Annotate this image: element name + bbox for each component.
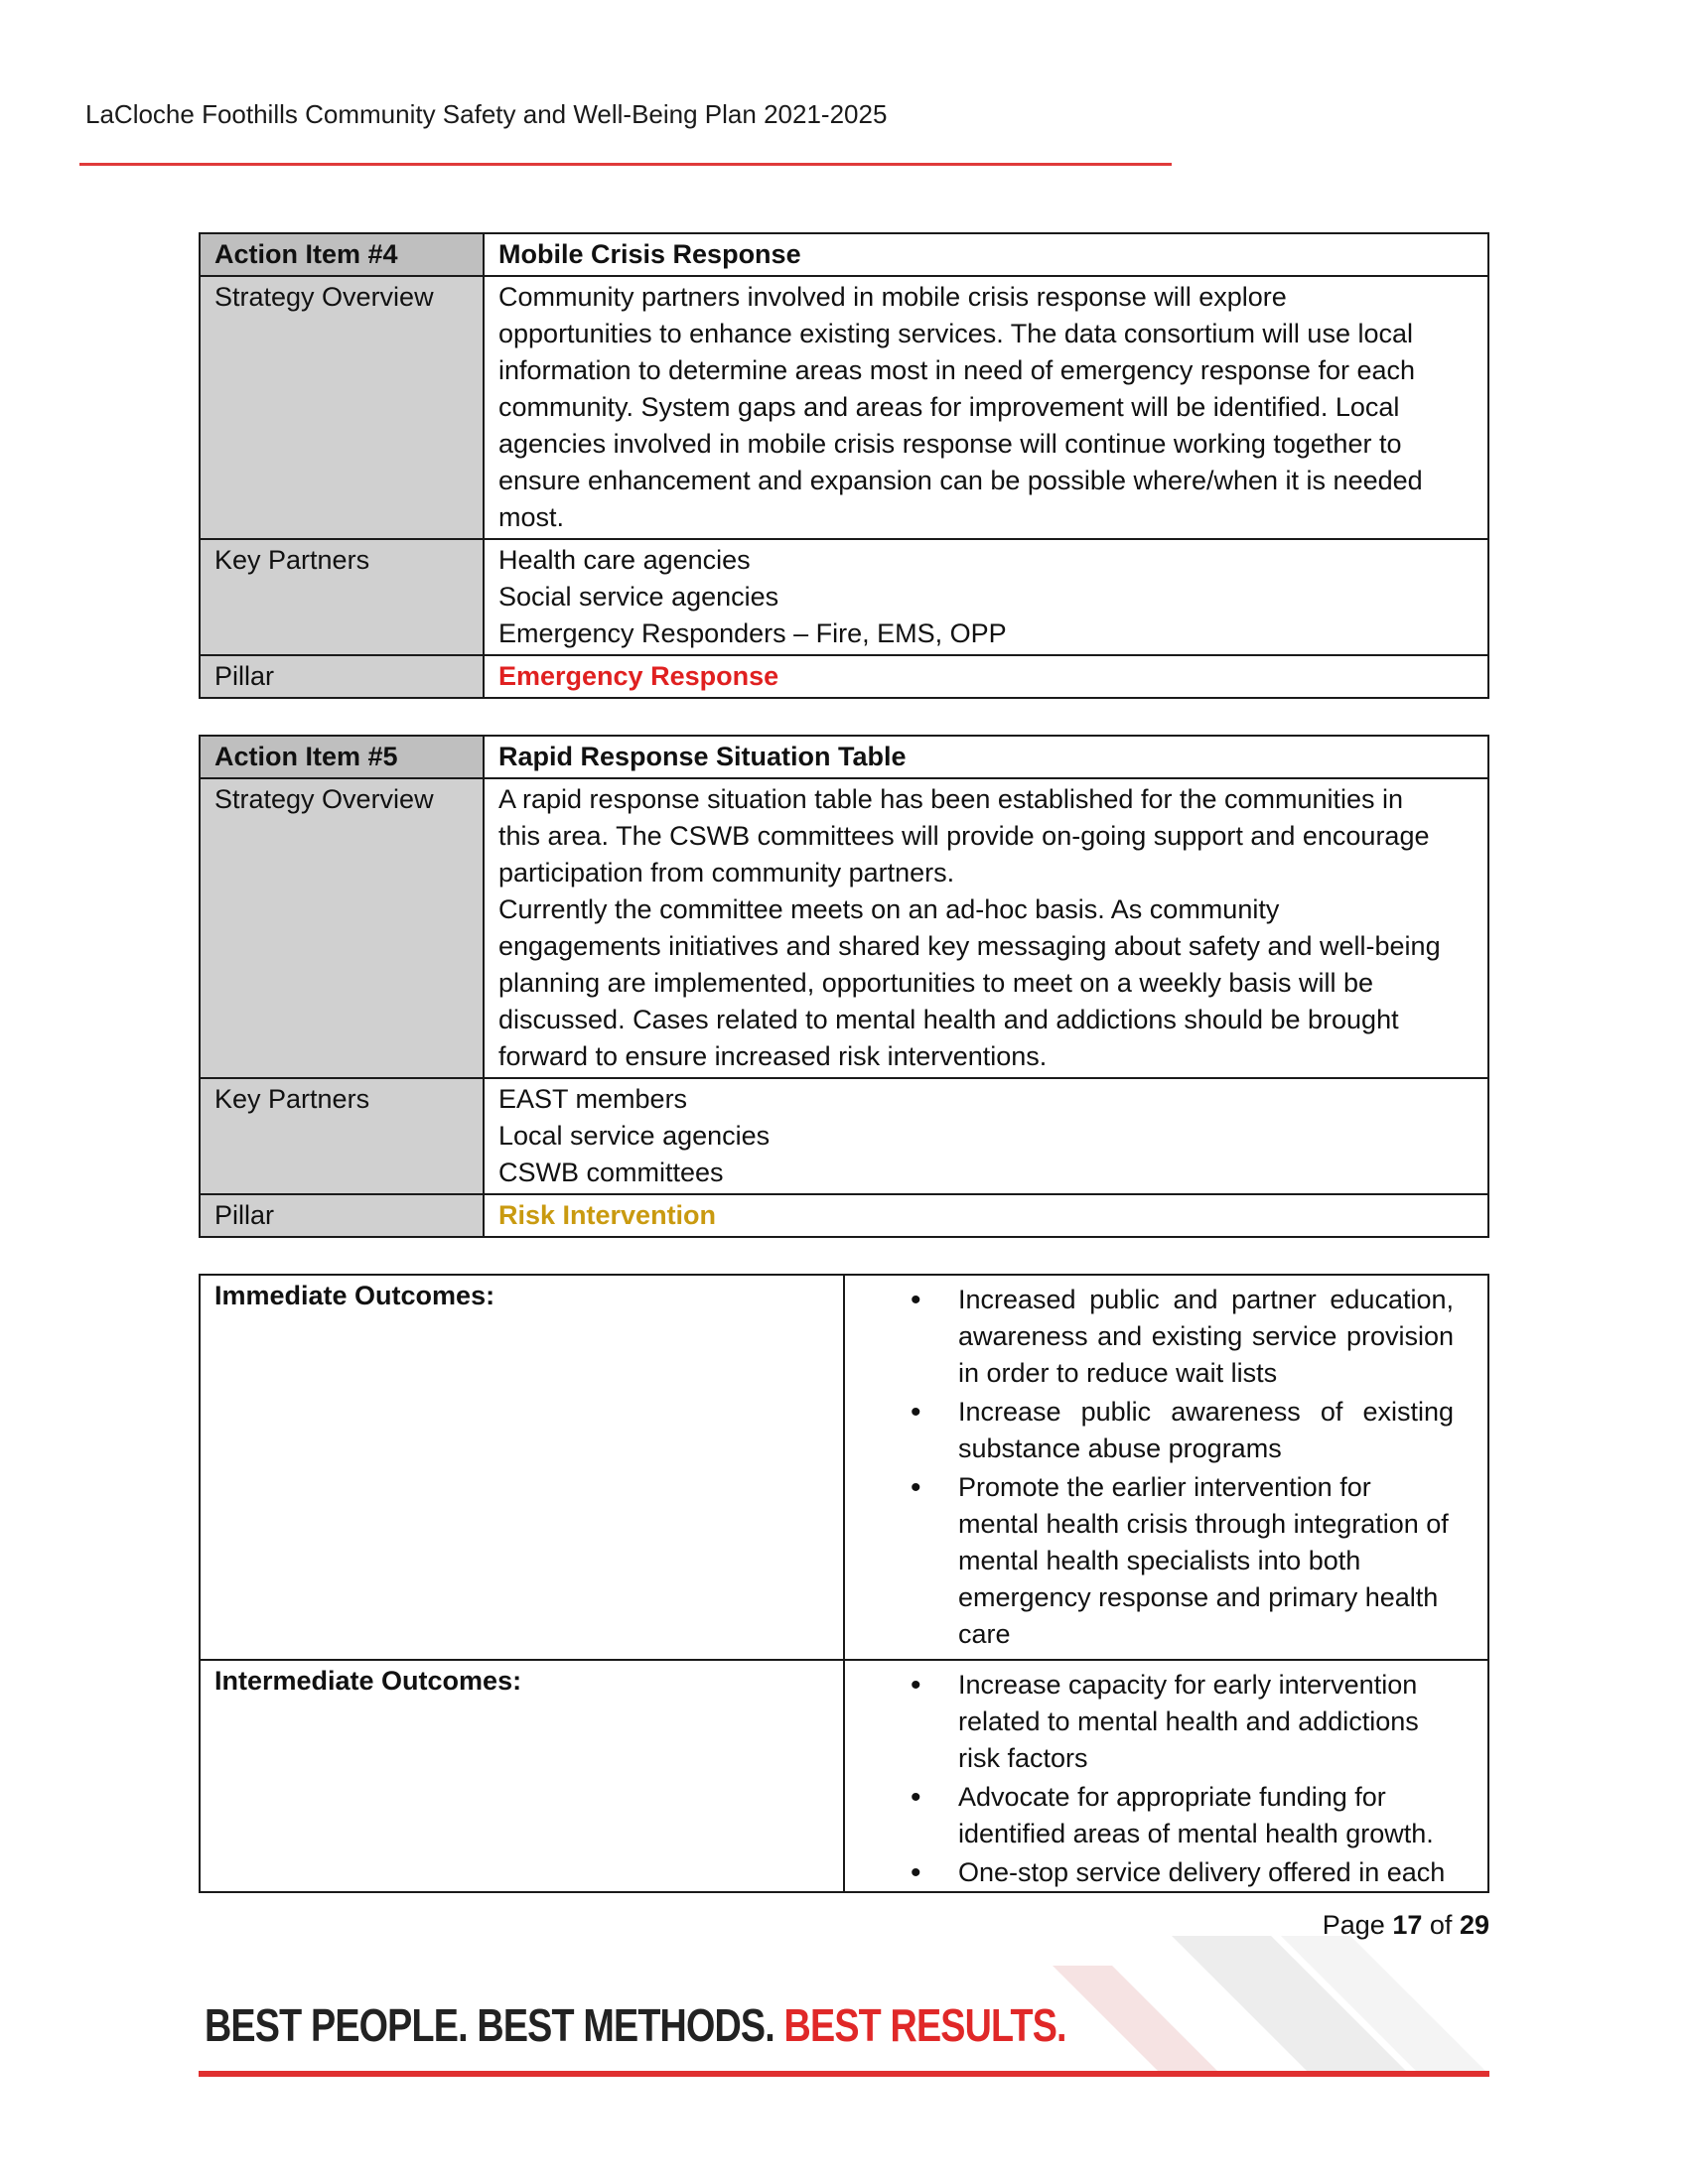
strategy-overview-label: Strategy Overview [200,276,484,539]
strategy-line: information to determine areas most in need of emergency response for each [498,355,1415,385]
list-item: • One-stop service delivery offered in each [859,1854,1474,1891]
list-item: • Increase public awareness of existing substance abuse programs [859,1394,1474,1467]
list-item: • Promote the earlier intervention for mental health crisis through integration of mental health specialists into both emergency response and primary health care [859,1469,1474,1653]
list-item: • Increase capacity for early intervention related to mental health and addictions risk factors [859,1667,1474,1777]
key-partners-label: Key Partners [200,539,484,655]
page-of: of [1429,1910,1453,1940]
table-row [200,736,1488,778]
immediate-outcomes-list [859,1282,1474,1653]
page-total: 29 [1459,1910,1489,1940]
list-item: • Advocate for appropriate funding for identified areas of mental health growth. [859,1779,1474,1852]
strategy-line: community. System gaps and areas for improvement will be identified. Local [498,392,1400,422]
strategy-line: participation from community partners. [498,858,955,887]
strategy-line: this area. The CSWB committees will provide on-going support and encourage [498,821,1430,851]
strategy-line: engagements initiatives and shared key messaging about safety and well-being [498,931,1441,961]
header-divider [79,163,1172,166]
immediate-outcomes-cell [844,1275,1488,1660]
slogan-red-text: BEST RESULTS. [783,1999,1066,2051]
pillar-label: Pillar [200,1194,484,1237]
key-partners-label: Key Partners [200,1078,484,1194]
key-partners-list [484,1078,1488,1194]
document-header-title: LaCloche Foothills Community Safety and Well-Being Plan 2021-2025 [85,99,888,129]
page-current: 17 [1392,1910,1423,1940]
strategy-line: Community partners involved in mobile crisis response will explore [498,282,1287,312]
table-row [200,655,1488,698]
partner-item: EAST members [498,1084,688,1114]
strategy-overview-text [484,778,1488,1078]
action-item-title: Mobile Crisis Response [484,233,1488,276]
strategy-line: A rapid response situation table has been established for the communities in [498,784,1404,814]
strategy-line: ensure enhancement and expansion can be possible where/when it is needed [498,466,1423,495]
action-item-4-table [199,232,1489,699]
action-item-5-table [199,735,1489,1238]
action-item-title: Rapid Response Situation Table [484,736,1488,778]
outcomes-table [199,1274,1489,1893]
page-prefix: Page [1322,1910,1385,1940]
slogan-dark-text: BEST PEOPLE. BEST METHODS. [205,1999,774,2051]
strategy-overview-label: Strategy Overview [200,778,484,1078]
intermediate-outcomes-cell [844,1660,1488,1892]
table-row [200,1275,1488,1660]
strategy-line: most. [498,502,565,532]
strategy-line: opportunities to enhance existing services. The data consortium will use local [498,319,1413,348]
partner-item: CSWB committees [498,1158,724,1187]
table-row [200,778,1488,1078]
immediate-outcomes-label: Immediate Outcomes: [200,1275,844,1660]
strategy-line: discussed. Cases related to mental health and addictions should be brought [498,1005,1399,1034]
table-row [200,233,1488,276]
strategy-line: agencies involved in mobile crisis response will continue working together to [498,429,1402,459]
table-row [200,539,1488,655]
strategy-line: Currently the committee meets on an ad-hoc basis. As community [498,894,1280,924]
action-item-label: Action Item #4 [200,233,484,276]
partner-item: Health care agencies [498,545,751,575]
table-row [200,276,1488,539]
table-row [200,1660,1488,1892]
pillar-value: Emergency Response [484,655,1488,698]
footer-decorative-stripes [1053,1936,1489,2075]
list-item: • Increased public and partner education, awareness and existing service provision in order to reduce wait lists [859,1282,1474,1392]
strategy-overview-text [484,276,1488,539]
intermediate-outcomes-list [859,1667,1474,1891]
pillar-label: Pillar [200,655,484,698]
partner-item: Emergency Responders – Fire, EMS, OPP [498,618,1007,648]
partner-item: Social service agencies [498,582,779,612]
strategy-line: forward to ensure increased risk interventions. [498,1041,1048,1071]
strategy-line: planning are implemented, opportunities to meet on a weekly basis will be [498,968,1373,998]
partner-item: Local service agencies [498,1121,771,1151]
pillar-value: Risk Intervention [484,1194,1488,1237]
table-row [200,1194,1488,1237]
key-partners-list [484,539,1488,655]
intermediate-outcomes-label: Intermediate Outcomes: [200,1660,844,1892]
table-row [200,1078,1488,1194]
footer-divider [199,2071,1489,2077]
footer-slogan [205,1998,1066,2052]
action-item-label: Action Item #5 [200,736,484,778]
